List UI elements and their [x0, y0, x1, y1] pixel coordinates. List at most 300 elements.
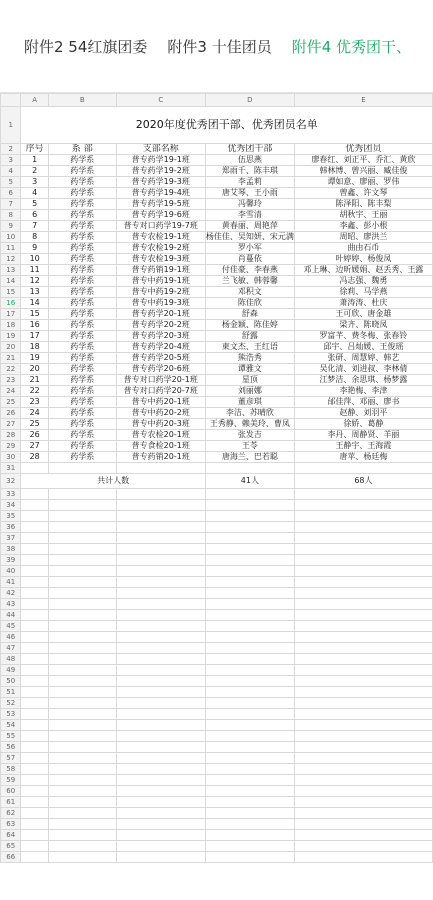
empty-cell[interactable] [294, 764, 432, 775]
cell-members[interactable]: 曲由石币 [294, 243, 432, 254]
empty-cell[interactable] [294, 599, 432, 610]
empty-cell[interactable] [21, 808, 49, 819]
cell-department[interactable]: 药学系 [48, 210, 116, 221]
cell-cadres[interactable]: 唐艾琴、王小雨 [205, 188, 294, 199]
cell-members[interactable]: 廖春红、刘正平、乔汇、黄欣 [294, 155, 432, 166]
cell-index[interactable]: 6 [21, 210, 49, 221]
column-header-c[interactable]: C [116, 94, 205, 107]
cell-members[interactable]: 胡秋宇、王丽 [294, 210, 432, 221]
empty-cell[interactable] [205, 610, 294, 621]
cell-index[interactable]: 24 [21, 408, 49, 419]
total-cadres[interactable]: 41人 [205, 474, 294, 489]
empty-cell[interactable] [116, 841, 205, 852]
cell-members[interactable]: 罗富芊、费冬梅、张春铃 [294, 331, 432, 342]
cell-branch[interactable]: 普专药学20-6班 [116, 364, 205, 375]
cell-members[interactable]: 王静宇、王海霞 [294, 441, 432, 452]
empty-cell[interactable] [116, 632, 205, 643]
cell-department[interactable]: 药学系 [48, 342, 116, 353]
spreadsheet-grid[interactable] [0, 93, 433, 863]
empty-cell[interactable] [21, 621, 49, 632]
cell-branch[interactable]: 普专中药19-1班 [116, 276, 205, 287]
empty-cell[interactable] [294, 797, 432, 808]
empty-cell[interactable] [21, 775, 49, 786]
cell-index[interactable]: 18 [21, 342, 49, 353]
cell-department[interactable]: 药学系 [48, 166, 116, 177]
empty-cell[interactable] [294, 720, 432, 731]
cell-members[interactable]: 李丹、周静贤、羊丽 [294, 430, 432, 441]
empty-cell[interactable] [205, 808, 294, 819]
cell-cadres[interactable]: 肖蔓依 [205, 254, 294, 265]
empty-cell[interactable] [116, 511, 205, 522]
empty-cell[interactable] [116, 610, 205, 621]
empty-cell[interactable] [116, 698, 205, 709]
empty-cell[interactable] [294, 676, 432, 687]
cell-index[interactable]: 21 [21, 375, 49, 386]
empty-cell[interactable] [21, 522, 49, 533]
header-department[interactable]: 系 部 [48, 144, 116, 155]
cell-department[interactable]: 药学系 [48, 386, 116, 397]
cell-members[interactable]: 周昭、廖洪兰 [294, 232, 432, 243]
empty-cell[interactable] [116, 676, 205, 687]
empty-cell[interactable] [116, 819, 205, 830]
empty-cell[interactable] [205, 764, 294, 775]
empty-cell[interactable] [116, 720, 205, 731]
cell-index[interactable]: 13 [21, 287, 49, 298]
header-member[interactable]: 优秀团员 [294, 144, 432, 155]
cell-index[interactable]: 25 [21, 419, 49, 430]
empty-cell[interactable] [294, 665, 432, 676]
sheet-title[interactable]: 2020年度优秀团干部、优秀团员名单 [21, 107, 433, 144]
empty-cell[interactable] [205, 775, 294, 786]
cell-members[interactable]: 叶婷婷、杨俊凤 [294, 254, 432, 265]
cell-cadres[interactable]: 星顶 [205, 375, 294, 386]
empty-cell[interactable] [205, 588, 294, 599]
cell-cadres[interactable]: 唐海兰、巴若聪 [205, 452, 294, 463]
cell-members[interactable]: 邱宇、吕灿媛、王俊瑶 [294, 342, 432, 353]
cell-cadres[interactable]: 李孟莉 [205, 177, 294, 188]
empty-cell[interactable] [294, 852, 432, 863]
empty-cell[interactable] [116, 577, 205, 588]
empty-cell[interactable] [48, 500, 116, 511]
empty-cell[interactable] [116, 753, 205, 764]
empty-cell[interactable] [21, 566, 49, 577]
empty-cell[interactable] [205, 665, 294, 676]
cell-members[interactable]: 江梦洁、余思琪、杨梦露 [294, 375, 432, 386]
cell-index[interactable]: 2 [21, 166, 49, 177]
empty-cell[interactable] [116, 731, 205, 742]
empty-cell[interactable] [21, 687, 49, 698]
cell-members[interactable]: 张研、周慧婷、韩艺 [294, 353, 432, 364]
cell-index[interactable]: 15 [21, 309, 49, 320]
empty-cell[interactable] [48, 533, 116, 544]
empty-cell[interactable] [48, 566, 116, 577]
empty-cell[interactable] [205, 500, 294, 511]
empty-cell[interactable] [21, 720, 49, 731]
empty-cell[interactable] [21, 654, 49, 665]
empty-cell[interactable] [205, 753, 294, 764]
cell-branch[interactable]: 普专农检19-3班 [116, 254, 205, 265]
empty-cell[interactable] [205, 463, 294, 474]
empty-cell[interactable] [294, 522, 432, 533]
empty-cell[interactable] [21, 852, 49, 863]
empty-cell[interactable] [116, 654, 205, 665]
empty-cell[interactable] [48, 610, 116, 621]
empty-cell[interactable] [294, 588, 432, 599]
empty-cell[interactable] [21, 463, 49, 474]
header-index[interactable]: 序号 [21, 144, 49, 155]
empty-cell[interactable] [21, 610, 49, 621]
cell-index[interactable]: 23 [21, 397, 49, 408]
empty-cell[interactable] [294, 489, 432, 500]
cell-department[interactable]: 药学系 [48, 331, 116, 342]
empty-cell[interactable] [21, 544, 49, 555]
cell-members[interactable]: 吴化清、刘进叔、李林倩 [294, 364, 432, 375]
empty-cell[interactable] [48, 577, 116, 588]
empty-cell[interactable] [48, 632, 116, 643]
cell-cadres[interactable]: 刘丽娜 [205, 386, 294, 397]
empty-cell[interactable] [21, 753, 49, 764]
cell-index[interactable]: 9 [21, 243, 49, 254]
empty-cell[interactable] [48, 698, 116, 709]
cell-cadres[interactable]: 张发吉 [205, 430, 294, 441]
empty-cell[interactable] [21, 533, 49, 544]
cell-members[interactable]: 冯志强、魏勇 [294, 276, 432, 287]
total-members[interactable]: 68人 [294, 474, 432, 489]
cell-cadres[interactable]: 兰飞敏、韩蓉馨 [205, 276, 294, 287]
cell-cadres[interactable]: 東文杰、王红语 [205, 342, 294, 353]
empty-cell[interactable] [205, 742, 294, 753]
empty-cell[interactable] [48, 753, 116, 764]
empty-cell[interactable] [116, 797, 205, 808]
empty-cell[interactable] [48, 621, 116, 632]
cell-department[interactable]: 药学系 [48, 375, 116, 386]
empty-cell[interactable] [205, 533, 294, 544]
cell-cadres[interactable]: 冯馨玲 [205, 199, 294, 210]
empty-cell[interactable] [116, 566, 205, 577]
cell-cadres[interactable]: 舒露 [205, 331, 294, 342]
empty-cell[interactable] [294, 808, 432, 819]
empty-cell[interactable] [21, 555, 49, 566]
empty-cell[interactable] [205, 489, 294, 500]
cell-members[interactable]: 邰佳萍、邓丽、廖书 [294, 397, 432, 408]
empty-cell[interactable] [48, 742, 116, 753]
cell-members[interactable]: 韩林博、曾兴丽、臧佳俊 [294, 166, 432, 177]
cell-branch[interactable]: 普专农检20-1班 [116, 430, 205, 441]
cell-members[interactable]: 梁齐、陈晓凤 [294, 320, 432, 331]
empty-cell[interactable] [294, 742, 432, 753]
empty-cell[interactable] [21, 676, 49, 687]
cell-department[interactable]: 药学系 [48, 188, 116, 199]
cell-cadres[interactable]: 王苓 [205, 441, 294, 452]
empty-cell[interactable] [21, 731, 49, 742]
empty-cell[interactable] [48, 544, 116, 555]
cell-branch[interactable]: 普专药学19-1班 [116, 155, 205, 166]
empty-cell[interactable] [21, 632, 49, 643]
empty-cell[interactable] [48, 676, 116, 687]
cell-cadres[interactable]: 付佳豪、李春燕 [205, 265, 294, 276]
empty-cell[interactable] [48, 511, 116, 522]
cell-branch[interactable]: 普专药销19-1班 [116, 265, 205, 276]
empty-cell[interactable] [294, 555, 432, 566]
empty-cell[interactable] [48, 522, 116, 533]
cell-cadres[interactable]: 舒森 [205, 309, 294, 320]
sheet-tab-attachment-3[interactable]: 附件3 十佳团员 [167, 37, 272, 56]
cell-index[interactable]: 26 [21, 430, 49, 441]
cell-branch[interactable]: 普专药学20-4班 [116, 342, 205, 353]
cell-index[interactable]: 16 [21, 320, 49, 331]
empty-cell[interactable] [116, 643, 205, 654]
empty-cell[interactable] [48, 852, 116, 863]
total-label[interactable]: 共计人数 [21, 474, 205, 489]
cell-branch[interactable]: 普专药销20-1班 [116, 452, 205, 463]
empty-cell[interactable] [116, 775, 205, 786]
cell-department[interactable]: 药学系 [48, 364, 116, 375]
cell-cadres[interactable]: 陈佳欣 [205, 298, 294, 309]
cell-members[interactable]: 曾鑫、许文琴 [294, 188, 432, 199]
cell-cadres[interactable]: 谭雅文 [205, 364, 294, 375]
empty-cell[interactable] [294, 500, 432, 511]
empty-cell[interactable] [48, 588, 116, 599]
cell-index[interactable]: 8 [21, 232, 49, 243]
empty-cell[interactable] [48, 830, 116, 841]
empty-cell[interactable] [205, 720, 294, 731]
cell-department[interactable]: 药学系 [48, 177, 116, 188]
empty-cell[interactable] [294, 775, 432, 786]
empty-cell[interactable] [294, 544, 432, 555]
empty-cell[interactable] [48, 841, 116, 852]
empty-cell[interactable] [205, 786, 294, 797]
empty-cell[interactable] [294, 511, 432, 522]
empty-cell[interactable] [21, 489, 49, 500]
empty-cell[interactable] [116, 852, 205, 863]
column-header-a[interactable]: A [21, 94, 49, 107]
cell-branch[interactable]: 普专中药20-1班 [116, 397, 205, 408]
cell-members[interactable]: 王可欣、唐金雄 [294, 309, 432, 320]
empty-cell[interactable] [205, 676, 294, 687]
cell-members[interactable]: 陈泽阳、陈丰梨 [294, 199, 432, 210]
cell-cadres[interactable]: 熊浩秀 [205, 353, 294, 364]
column-header-e[interactable]: E [294, 94, 432, 107]
empty-cell[interactable] [116, 786, 205, 797]
empty-cell[interactable] [21, 764, 49, 775]
cell-index[interactable]: 19 [21, 353, 49, 364]
cell-index[interactable]: 12 [21, 276, 49, 287]
empty-cell[interactable] [294, 577, 432, 588]
cell-cadres[interactable]: 李雪清 [205, 210, 294, 221]
empty-cell[interactable] [294, 533, 432, 544]
cell-branch[interactable]: 普专中药19-2班 [116, 287, 205, 298]
cell-department[interactable]: 药学系 [48, 221, 116, 232]
cell-index[interactable]: 11 [21, 265, 49, 276]
cell-members[interactable]: 唐苹、杨廷梅 [294, 452, 432, 463]
empty-cell[interactable] [205, 830, 294, 841]
header-branch[interactable]: 支部名称 [116, 144, 205, 155]
cell-branch[interactable]: 普专药学19-5班 [116, 199, 205, 210]
empty-cell[interactable] [48, 808, 116, 819]
empty-cell[interactable] [48, 786, 116, 797]
sheet-tab-attachment-2[interactable]: 附件2 54红旗团委 [24, 37, 148, 56]
empty-cell[interactable] [205, 797, 294, 808]
cell-index[interactable]: 20 [21, 364, 49, 375]
empty-cell[interactable] [21, 830, 49, 841]
empty-cell[interactable] [294, 632, 432, 643]
empty-cell[interactable] [205, 621, 294, 632]
empty-cell[interactable] [116, 830, 205, 841]
empty-cell[interactable] [116, 555, 205, 566]
empty-cell[interactable] [21, 643, 49, 654]
cell-index[interactable]: 7 [21, 221, 49, 232]
column-header-b[interactable]: B [48, 94, 116, 107]
empty-cell[interactable] [48, 720, 116, 731]
cell-members[interactable]: 萧涛涛、杜庆 [294, 298, 432, 309]
cell-index[interactable]: 4 [21, 188, 49, 199]
empty-cell[interactable] [21, 797, 49, 808]
cell-branch[interactable]: 普专中药19-3班 [116, 298, 205, 309]
empty-cell[interactable] [48, 764, 116, 775]
cell-branch[interactable]: 普专药学20-2班 [116, 320, 205, 331]
cell-branch[interactable]: 普专中药20-3班 [116, 419, 205, 430]
empty-cell[interactable] [205, 687, 294, 698]
cell-cadres[interactable]: 黄春丽、周艳萍 [205, 221, 294, 232]
cell-department[interactable]: 药学系 [48, 254, 116, 265]
empty-cell[interactable] [205, 599, 294, 610]
empty-cell[interactable] [116, 463, 205, 474]
empty-cell[interactable] [21, 786, 49, 797]
empty-cell[interactable] [48, 489, 116, 500]
cell-branch[interactable]: 普专药学20-3班 [116, 331, 205, 342]
cell-members[interactable]: 赵静、刘羽平 [294, 408, 432, 419]
empty-cell[interactable] [48, 709, 116, 720]
cell-cadres[interactable]: 伍思燕 [205, 155, 294, 166]
empty-cell[interactable] [294, 841, 432, 852]
empty-cell[interactable] [116, 533, 205, 544]
empty-cell[interactable] [205, 511, 294, 522]
empty-cell[interactable] [116, 665, 205, 676]
cell-members[interactable]: 徐娇、葛静 [294, 419, 432, 430]
cell-department[interactable]: 药学系 [48, 243, 116, 254]
empty-cell[interactable] [48, 797, 116, 808]
empty-cell[interactable] [116, 764, 205, 775]
empty-cell[interactable] [294, 709, 432, 720]
empty-cell[interactable] [205, 731, 294, 742]
cell-cadres[interactable]: 杨金颖、陈佳婷 [205, 320, 294, 331]
empty-cell[interactable] [48, 687, 116, 698]
empty-cell[interactable] [294, 819, 432, 830]
empty-cell[interactable] [116, 522, 205, 533]
cell-index[interactable]: 28 [21, 452, 49, 463]
cell-department[interactable]: 药学系 [48, 287, 116, 298]
cell-branch[interactable]: 普专药学19-2班 [116, 166, 205, 177]
cell-members[interactable]: 徐莉、马学燕 [294, 287, 432, 298]
cell-cadres[interactable]: 杨佳佳、吴知妍、宋元满 [205, 232, 294, 241]
empty-cell[interactable] [294, 753, 432, 764]
empty-cell[interactable] [116, 588, 205, 599]
cell-department[interactable]: 药学系 [48, 408, 116, 419]
select-all-corner[interactable] [1, 94, 21, 107]
empty-cell[interactable] [48, 775, 116, 786]
cell-index[interactable]: 27 [21, 441, 49, 452]
cell-branch[interactable]: 普专食检20-1班 [116, 441, 205, 452]
cell-index[interactable]: 22 [21, 386, 49, 397]
empty-cell[interactable] [294, 463, 432, 474]
empty-cell[interactable] [205, 852, 294, 863]
cell-department[interactable]: 药学系 [48, 298, 116, 309]
empty-cell[interactable] [294, 566, 432, 577]
empty-cell[interactable] [116, 808, 205, 819]
empty-cell[interactable] [21, 577, 49, 588]
empty-cell[interactable] [116, 599, 205, 610]
empty-cell[interactable] [21, 698, 49, 709]
empty-cell[interactable] [205, 698, 294, 709]
empty-cell[interactable] [205, 643, 294, 654]
cell-cadres[interactable]: 董彦琪 [205, 397, 294, 408]
empty-cell[interactable] [294, 698, 432, 709]
empty-cell[interactable] [48, 654, 116, 665]
empty-cell[interactable] [294, 731, 432, 742]
cell-cadres[interactable]: 邓积文 [205, 287, 294, 298]
cell-branch[interactable]: 普专药学19-4班 [116, 188, 205, 199]
cell-index[interactable]: 5 [21, 199, 49, 210]
empty-cell[interactable] [48, 819, 116, 830]
header-cadre[interactable]: 优秀团干部 [205, 144, 294, 155]
empty-cell[interactable] [116, 709, 205, 720]
empty-cell[interactable] [294, 654, 432, 665]
empty-cell[interactable] [116, 544, 205, 555]
cell-department[interactable]: 药学系 [48, 155, 116, 166]
cell-branch[interactable]: 普专药学20-1班 [116, 309, 205, 320]
empty-cell[interactable] [21, 709, 49, 720]
cell-department[interactable]: 药学系 [48, 419, 116, 430]
cell-branch[interactable]: 普专对口药学19-7班 [116, 221, 205, 232]
cell-members[interactable]: 谭如意、廖丽、罗伟 [294, 177, 432, 188]
empty-cell[interactable] [294, 643, 432, 654]
empty-cell[interactable] [48, 731, 116, 742]
cell-department[interactable]: 药学系 [48, 320, 116, 331]
cell-department[interactable]: 药学系 [48, 353, 116, 364]
empty-cell[interactable] [205, 709, 294, 720]
cell-cadres[interactable]: 郑雨千、陈丰琪 [205, 166, 294, 177]
empty-cell[interactable] [205, 632, 294, 643]
cell-branch[interactable]: 普专对口药学20-1班 [116, 375, 205, 386]
empty-cell[interactable] [116, 489, 205, 500]
cell-index[interactable]: 14 [21, 298, 49, 309]
empty-cell[interactable] [21, 599, 49, 610]
empty-cell[interactable] [205, 841, 294, 852]
sheet-tab-attachment-4[interactable]: 附件4 优秀团干、 [291, 37, 412, 56]
cell-index[interactable]: 17 [21, 331, 49, 342]
cell-members[interactable]: 李鑫、彭小根 [294, 221, 432, 232]
empty-cell[interactable] [21, 841, 49, 852]
empty-cell[interactable] [21, 665, 49, 676]
empty-cell[interactable] [294, 610, 432, 621]
cell-branch[interactable]: 普专农检19-1班 [116, 232, 205, 243]
cell-members[interactable]: 李艳梅、李津 [294, 386, 432, 397]
cell-branch[interactable]: 普专对口药学20-7班 [116, 386, 205, 397]
empty-cell[interactable] [205, 819, 294, 830]
cell-cadres[interactable]: 李洁、苏晴欣 [205, 408, 294, 419]
empty-cell[interactable] [21, 500, 49, 511]
cell-department[interactable]: 药学系 [48, 232, 116, 243]
empty-cell[interactable] [294, 687, 432, 698]
empty-cell[interactable] [205, 555, 294, 566]
empty-cell[interactable] [294, 621, 432, 632]
cell-department[interactable]: 药学系 [48, 441, 116, 452]
empty-cell[interactable] [21, 742, 49, 753]
column-header-d[interactable]: D [205, 94, 294, 107]
cell-members[interactable]: 邓上琳、边昕媛娟、赵丢秀、王露 [294, 265, 432, 276]
empty-cell[interactable] [48, 665, 116, 676]
empty-cell[interactable] [48, 555, 116, 566]
